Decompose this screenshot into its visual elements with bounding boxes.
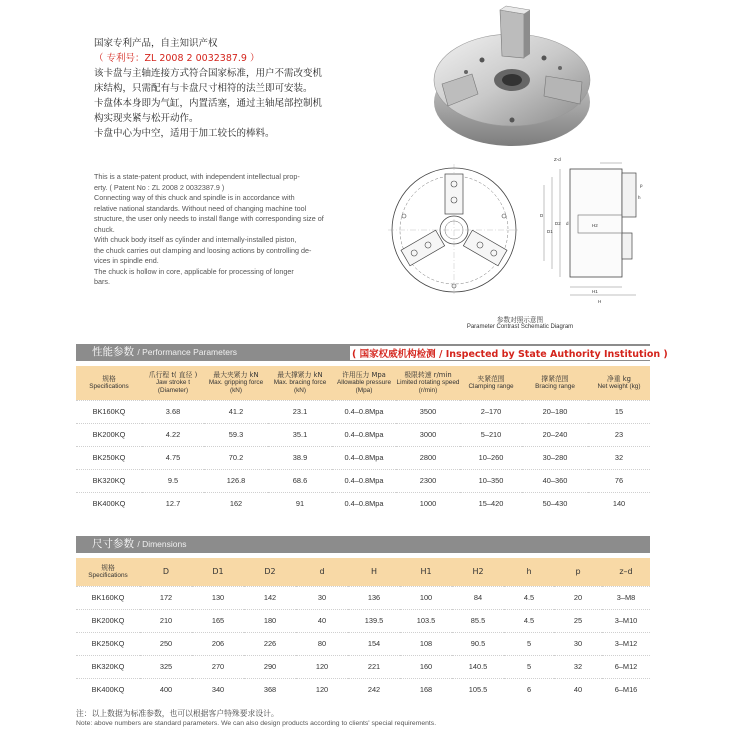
perf-header-bracing-range	[522, 366, 588, 400]
perf-header-jaw-stroke	[142, 366, 204, 400]
table-cell: 2300	[396, 469, 460, 492]
table-cell: 4.22	[142, 423, 204, 446]
label-p: p	[640, 183, 643, 188]
table-cell: 50–430	[522, 492, 588, 515]
table-cell: 6–M12	[602, 655, 650, 678]
dimensions-table	[76, 558, 650, 701]
dim-header-p: p	[554, 558, 602, 586]
footnote	[76, 708, 656, 728]
table-cell: 70.2	[204, 446, 268, 469]
table-cell: 226	[244, 632, 296, 655]
table-cell: 105.5	[452, 678, 504, 701]
table-cell: 9.5	[142, 469, 204, 492]
header-en: Net weight (kg)	[597, 382, 641, 390]
intro-en-line: relative national standards. Without need of changing machine tool	[94, 203, 307, 213]
header-en: Bracing range	[535, 382, 575, 390]
table-cell: BK250KQ	[76, 632, 140, 655]
table-cell: 41.2	[204, 400, 268, 423]
table-cell: BK320KQ	[76, 469, 142, 492]
table-row	[76, 469, 650, 492]
dimensions-title-cn: 尺寸参数	[92, 538, 134, 550]
table-cell: 120	[296, 678, 348, 701]
table-cell: 32	[554, 655, 602, 678]
table-cell: 400	[140, 678, 192, 701]
dim-header-h: h	[504, 558, 554, 586]
table-cell: 126.8	[204, 469, 268, 492]
schematic-front-view	[388, 160, 520, 300]
table-cell: 40	[554, 678, 602, 701]
table-cell: 10–260	[460, 446, 522, 469]
performance-header-row	[76, 366, 650, 400]
table-cell: 172	[140, 586, 192, 609]
dim-header-D1: D1	[192, 558, 244, 586]
table-cell: BK250KQ	[76, 446, 142, 469]
table-cell: 0.4–0.8Mpa	[332, 469, 396, 492]
dim-header-H2: H2	[452, 558, 504, 586]
perf-header-speed	[396, 366, 460, 400]
table-cell: 0.4–0.8Mpa	[332, 446, 396, 469]
label-d1: D1	[547, 229, 553, 234]
intro-cn	[94, 36, 384, 141]
table-cell: 3–M10	[602, 609, 650, 632]
table-cell: 3.68	[142, 400, 204, 423]
label-h1: H1	[592, 289, 598, 294]
header-en: Limited rotating speed (r/min)	[396, 378, 460, 394]
header-cn: 最大夹紧力 kN	[213, 370, 259, 379]
table-cell: 5	[504, 655, 554, 678]
table-cell: BK160KQ	[76, 400, 142, 423]
table-cell: 91	[268, 492, 332, 515]
table-cell: 15	[588, 400, 650, 423]
table-cell: 23	[588, 423, 650, 446]
table-cell: 340	[192, 678, 244, 701]
table-cell: 4.75	[142, 446, 204, 469]
table-cell: 2800	[396, 446, 460, 469]
table-cell: 4.5	[504, 609, 554, 632]
table-cell: 120	[296, 655, 348, 678]
table-cell: 23.1	[268, 400, 332, 423]
table-cell: 210	[140, 609, 192, 632]
table-cell: 140	[588, 492, 650, 515]
dim-header-D2: D2	[244, 558, 296, 586]
table-cell: BK320KQ	[76, 655, 140, 678]
table-row	[76, 492, 650, 515]
table-cell: BK160KQ	[76, 586, 140, 609]
footnote-cn: 注：以上数据为标准参数，也可以根据客户特殊要求设计。	[76, 709, 279, 718]
table-cell: 168	[400, 678, 452, 701]
dimensions-title	[92, 537, 186, 552]
intro-en-line: the chuck carries out clamping and loosing actions by controlling de-	[94, 245, 312, 255]
table-cell: 368	[244, 678, 296, 701]
header-cn: 规格	[102, 374, 116, 383]
intro-en-line: chuck.	[94, 224, 115, 234]
table-cell: 90.5	[452, 632, 504, 655]
intro-en-line: With chuck body itself as cylinder and internally-installed piston,	[94, 235, 297, 244]
table-cell: 0.4–0.8Mpa	[332, 400, 396, 423]
schematic-side-view	[540, 155, 655, 305]
footnote-en: Note: above numbers are standard parameters. We can also design products according to clients' special requirements.	[76, 720, 437, 727]
table-cell: 0.4–0.8Mpa	[332, 423, 396, 446]
table-cell: 142	[244, 586, 296, 609]
intro-cn-line: 国家专利产品，自主知识产权	[94, 38, 218, 49]
table-cell: 1000	[396, 492, 460, 515]
table-cell: 6–M16	[602, 678, 650, 701]
intro-en-line: The chuck is hollow in core, applicable for processing of longer	[94, 266, 294, 276]
table-cell: 154	[348, 632, 400, 655]
intro-cn-line: 床结构，只需配有与卡盘尺寸相符的法兰即可安装。	[94, 83, 313, 94]
header-en: Max. gripping force (kN)	[208, 378, 264, 394]
table-cell: 103.5	[400, 609, 452, 632]
label-h: h	[638, 195, 641, 200]
table-cell: 2–170	[460, 400, 522, 423]
label-h2: H2	[592, 223, 598, 228]
table-cell: BK200KQ	[76, 423, 142, 446]
table-row	[76, 400, 650, 423]
table-cell: 10–350	[460, 469, 522, 492]
header-cn: 净重 kg	[606, 374, 631, 383]
header-en: Clamping range	[468, 382, 514, 390]
dimensions-title-en: / Dimensions	[137, 539, 187, 549]
intro-cn-line: 卡盘中心为中空，适用于加工较长的棒料。	[94, 128, 275, 139]
header-en: Max. bracing force (kN)	[273, 378, 327, 394]
dim-header-spec	[76, 558, 140, 586]
table-cell: 140.5	[452, 655, 504, 678]
header-cn: 最大撑紧力 kN	[277, 370, 323, 379]
perf-header-net-weight	[588, 366, 650, 400]
table-cell: 30	[554, 632, 602, 655]
table-cell: 3000	[396, 423, 460, 446]
perf-header-bracing-force	[268, 366, 332, 400]
table-cell: BK400KQ	[76, 492, 142, 515]
chuck-photo	[420, 4, 600, 154]
table-row	[76, 678, 650, 701]
table-cell: 40	[296, 609, 348, 632]
intro-en	[94, 172, 359, 288]
table-cell: 38.9	[268, 446, 332, 469]
table-cell: 12.7	[142, 492, 204, 515]
dim-header-D: D	[140, 558, 192, 586]
table-cell: 30	[296, 586, 348, 609]
intro-en-line: This is a state-patent product, with independent intellectual prop-	[94, 172, 300, 181]
header-en: Jaw stroke t (Diameter)	[155, 378, 191, 394]
table-cell: 139.5	[348, 609, 400, 632]
table-cell: 84	[452, 586, 504, 609]
intro-en-line: structure, the user only needs to install flange with corresponding size of	[94, 214, 324, 223]
table-cell: BK200KQ	[76, 609, 140, 632]
table-row	[76, 586, 650, 609]
intro-cn-line: 该卡盘与主轴连接方式符合国家标准，用户不需改变机	[94, 68, 323, 79]
table-cell: 85.5	[452, 609, 504, 632]
performance-table	[76, 366, 650, 515]
table-cell: BK400KQ	[76, 678, 140, 701]
table-cell: 130	[192, 586, 244, 609]
table-cell: 242	[348, 678, 400, 701]
table-cell: 59.3	[204, 423, 268, 446]
table-cell: 165	[192, 609, 244, 632]
table-cell: 20–240	[522, 423, 588, 446]
table-cell: 250	[140, 632, 192, 655]
intro-cn-line: 构实现夹紧与松开动作。	[94, 113, 199, 124]
header-cn: 爪行程 t( 直径 )	[148, 370, 198, 379]
table-cell: 30–280	[522, 446, 588, 469]
header-cn: 撑紧范围	[541, 374, 569, 383]
header-cn: 夹紧范围	[477, 374, 505, 383]
label-d: d	[566, 221, 569, 226]
table-cell: 32	[588, 446, 650, 469]
perf-header-clamping-range	[460, 366, 522, 400]
table-cell: 15–420	[460, 492, 522, 515]
table-cell: 270	[192, 655, 244, 678]
dim-header-zd: z–d	[602, 558, 650, 586]
perf-header-spec	[76, 366, 142, 400]
table-cell: 136	[348, 586, 400, 609]
patent-number: （ 专利号：ZL 2008 2 0032387.9 ）	[94, 53, 260, 64]
table-cell: 162	[204, 492, 268, 515]
table-cell: 6	[504, 678, 554, 701]
table-cell: 76	[588, 469, 650, 492]
table-cell: 68.6	[268, 469, 332, 492]
dimensions-header-row	[76, 558, 650, 586]
diagram-caption-en: Parameter Contrast Schematic Diagram	[466, 324, 574, 330]
performance-title-cn: 性能参数	[92, 346, 134, 358]
table-cell: 100	[400, 586, 452, 609]
performance-title	[92, 345, 237, 360]
header-en: Specifications	[89, 382, 129, 390]
perf-header-gripping-force	[204, 366, 268, 400]
intro-en-line: erty. ( Patent No : ZL 2008 2 0032387.9 )	[94, 182, 225, 192]
table-row	[76, 655, 650, 678]
table-cell: 221	[348, 655, 400, 678]
performance-title-en: / Performance Parameters	[137, 347, 238, 357]
label-H: H	[598, 299, 602, 304]
label-zd: Z-d	[554, 157, 561, 162]
table-cell: 20–180	[522, 400, 588, 423]
diagram-caption-cn: 参数对照示意图	[496, 316, 544, 324]
intro-cn-line: 卡盘体本身即为气缸，内置活塞，通过主轴尾部控制机	[94, 98, 323, 109]
header-en: Allowable pressure (Mpa)	[337, 378, 391, 394]
table-row	[76, 423, 650, 446]
table-cell: 3–M12	[602, 632, 650, 655]
dim-header-H: H	[348, 558, 400, 586]
header-cn: 许用压力 Mpa	[342, 370, 386, 379]
table-cell: 108	[400, 632, 452, 655]
label-D: D	[540, 213, 544, 218]
intro-en-line: bars.	[94, 277, 110, 286]
table-cell: 5–210	[460, 423, 522, 446]
label-d2: D2	[555, 221, 561, 226]
table-cell: 25	[554, 609, 602, 632]
table-cell: 206	[192, 632, 244, 655]
table-cell: 20	[554, 586, 602, 609]
table-cell: 35.1	[268, 423, 332, 446]
table-cell: 3–M8	[602, 586, 650, 609]
table-cell: 160	[400, 655, 452, 678]
dim-header-d: d	[296, 558, 348, 586]
table-row	[76, 446, 650, 469]
intro-en-line: vices in spindle end.	[94, 256, 159, 265]
header-cn: 规格	[101, 563, 115, 572]
inspected-note: ( 国家权威机构检测 / Inspected by State Authority Institution )	[350, 346, 670, 360]
table-cell: 325	[140, 655, 192, 678]
intro-en-line: Connecting way of this chuck and spindle is in accordance with	[94, 193, 295, 202]
table-cell: 290	[244, 655, 296, 678]
dim-header-H1: H1	[400, 558, 452, 586]
table-cell: 3500	[396, 400, 460, 423]
diagram-caption	[440, 314, 600, 330]
perf-header-pressure	[332, 366, 396, 400]
table-cell: 180	[244, 609, 296, 632]
header-cn: 极限转速 r/min	[404, 370, 452, 379]
table-row	[76, 609, 650, 632]
table-cell: 0.4–0.8Mpa	[332, 492, 396, 515]
table-cell: 80	[296, 632, 348, 655]
dimensions-header-bar	[76, 536, 650, 553]
table-cell: 5	[504, 632, 554, 655]
table-row	[76, 632, 650, 655]
table-cell: 40–360	[522, 469, 588, 492]
table-cell: 4.5	[504, 586, 554, 609]
header-en: Specifications	[88, 571, 128, 579]
